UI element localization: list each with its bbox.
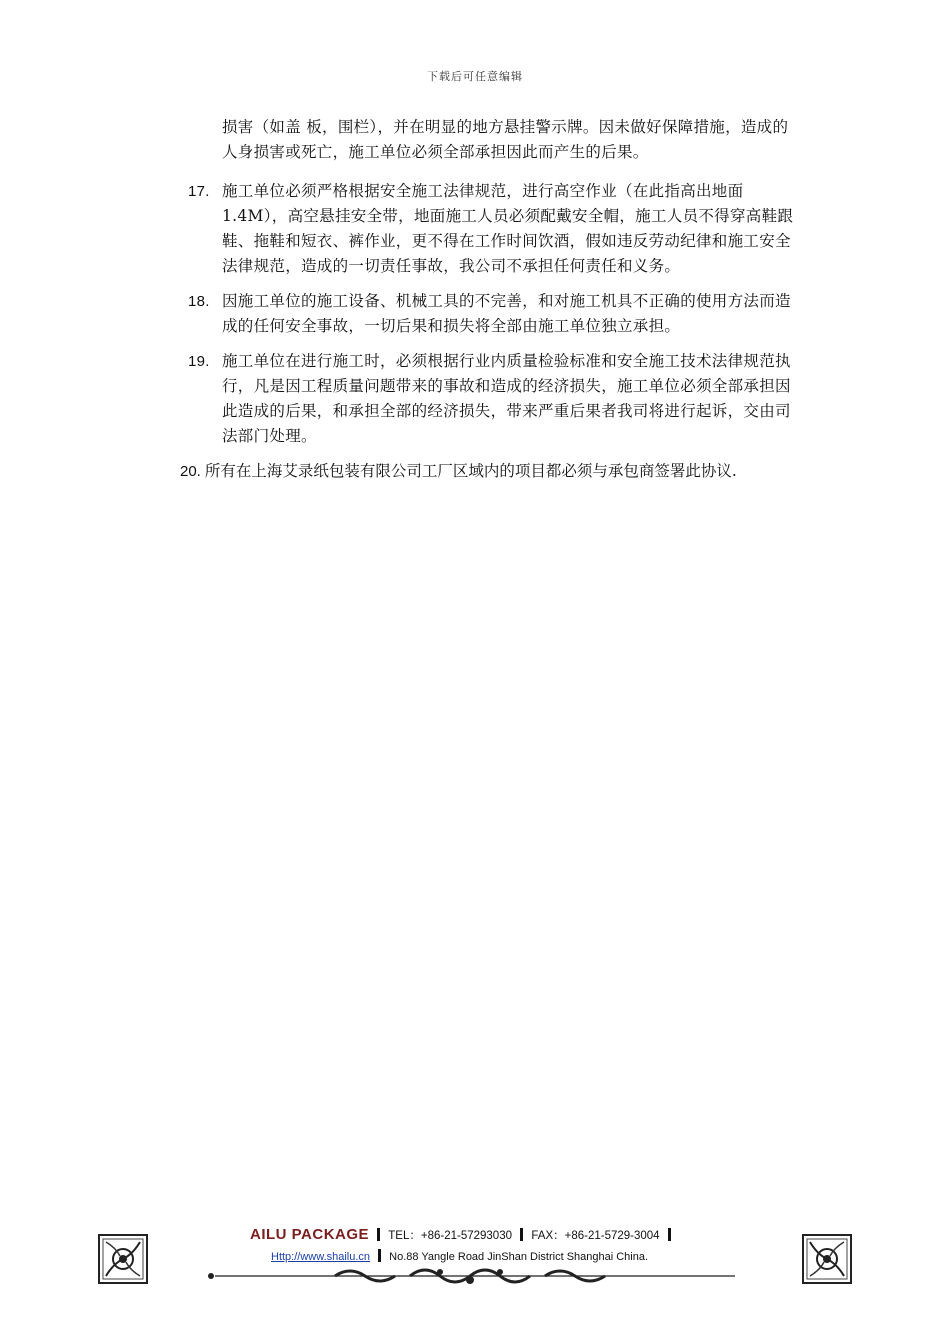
ornament-corner-left-icon (98, 1234, 148, 1284)
item-text: 所有在上海艾录纸包装有限公司工厂区域内的项目都必须与承包商签署此协议. (204, 462, 737, 480)
list-item-18 (182, 289, 802, 339)
separator (520, 1228, 523, 1241)
item-text: 因施工单位的施工设备、机械工具的不完善，和对施工机具不正确的使用方法而造成的任何安全事故，一切后果和损失将全部由施工单位独立承担。 (222, 292, 791, 335)
footer-address-line (271, 1249, 648, 1263)
item-text: 施工单位在进行施工时，必须根据行业内质量检验标准和安全施工技术法律规范执行，凡是因工程质量问题带来的事故和造成的经济损失，施工单位必须全部承担因此造成的后果，和承担全部的经济损失，带来严重后果者我司将进行起诉，交由司法部门处理。 (222, 352, 791, 445)
footer-fax: FAX：+86-21-5729-3004 (531, 1230, 660, 1242)
ornament-corner-right-icon (802, 1234, 852, 1284)
item-number: 19. (188, 353, 210, 370)
ornamental-divider-icon (205, 1262, 745, 1292)
footer-tel: TEL：+86-21-57293030 (388, 1230, 512, 1242)
continued-paragraph: 损害（如盖 板，围栏），并在明显的地方悬挂警示牌。因未做好保障措施，造成的人身损害或死亡，施工单位必须全部承担因此而产生的后果。 (222, 118, 789, 161)
separator (378, 1249, 381, 1262)
separator (668, 1228, 671, 1241)
separator (377, 1228, 380, 1241)
item-number: 20. (180, 463, 201, 480)
item-number: 17. (188, 183, 210, 200)
company-brand: AILU PACKAGE (250, 1226, 370, 1243)
page-header-note: 下载后可任意编辑 (427, 70, 523, 83)
item-text: 施工单位必须严格根据安全施工法律规范，进行高空作业（在此指高出地面 1.4M），高空悬挂安全带，地面施工人员必须配戴安全帽，施工人员不得穿高鞋跟鞋、拖鞋和短衣、裤作业，更不得在工作时间饮酒，假如违反劳动纪律和施工安全法律规范，造成的一切责任事故，我公司不承担任何责任和义务。 (222, 182, 794, 275)
website-link[interactable]: Http://www.shailu.cn (271, 1251, 371, 1263)
footer-contact-line (250, 1226, 676, 1243)
footer-address: No.88 Yangle Road JinShan District Shanghai China. (389, 1251, 649, 1263)
list-item-20 (180, 459, 802, 484)
item-number: 18. (188, 293, 210, 310)
list-item-19 (182, 349, 802, 449)
document-body (182, 115, 802, 484)
list-item-17 (182, 179, 802, 279)
